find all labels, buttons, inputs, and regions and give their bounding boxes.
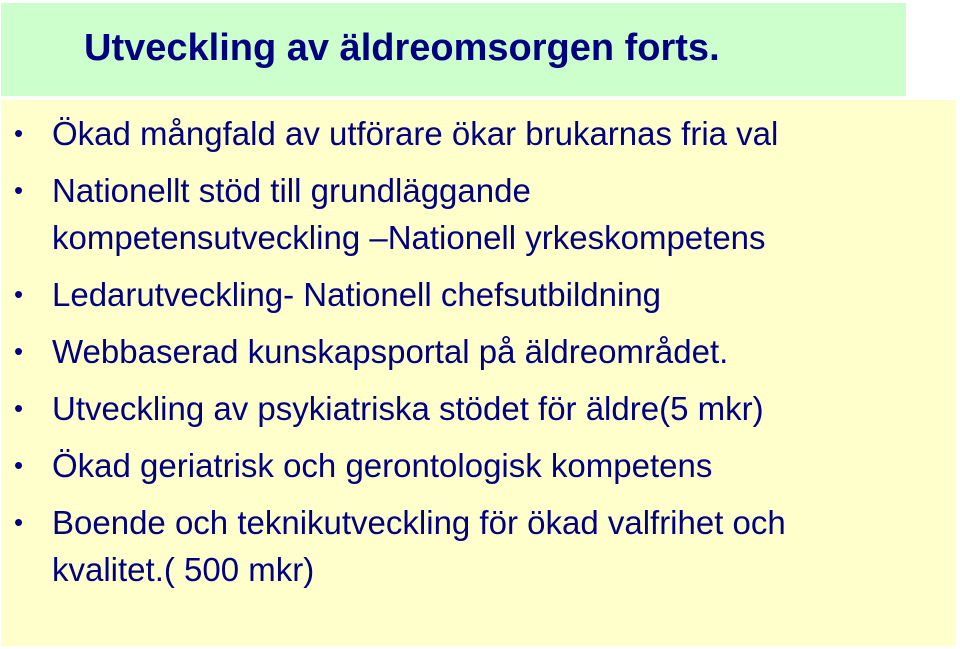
bullet-text: Boende och teknikutveckling för ökad valfrihet och: [52, 504, 786, 541]
bullet-dot-icon: •: [14, 507, 24, 537]
bullet-item: [0, 499, 958, 593]
bullet-item: [0, 167, 958, 261]
bullet-dot-icon: •: [14, 279, 24, 309]
bullet-text-continued: kvalitet.( 500 mkr): [52, 551, 315, 588]
bullet-text: Ökad geriatrisk och gerontologisk kompetens: [52, 447, 713, 484]
bullet-text: Webbaserad kunskapsportal på äldreområdet.: [52, 333, 729, 370]
bullet-text: Utveckling av psykiatriska stödet för äldre(5 mkr): [52, 390, 764, 427]
bullet-dot-icon: •: [14, 450, 24, 480]
bullet-dot-icon: •: [14, 336, 24, 366]
bullet-item: [0, 328, 958, 375]
bullet-dot-icon: •: [14, 393, 24, 423]
bullet-item: [0, 442, 958, 489]
bullet-list: [0, 110, 958, 603]
bullet-text: Nationellt stöd till grundläggande: [52, 172, 531, 209]
bullet-dot-icon: •: [14, 175, 24, 205]
bullet-item: [0, 110, 958, 157]
bullet-item: [0, 271, 958, 318]
bullet-item: [0, 385, 958, 432]
bullet-text: Ledarutveckling- Nationell chefsutbildning: [52, 276, 662, 313]
bullet-text: Ökad mångfald av utförare ökar brukarnas fria val: [52, 115, 779, 152]
bullet-text-continued: kompetensutveckling –Nationell yrkeskompetens: [52, 219, 766, 256]
bullet-dot-icon: •: [14, 118, 24, 148]
slide-title: Utveckling av äldreomsorgen forts.: [84, 27, 720, 69]
